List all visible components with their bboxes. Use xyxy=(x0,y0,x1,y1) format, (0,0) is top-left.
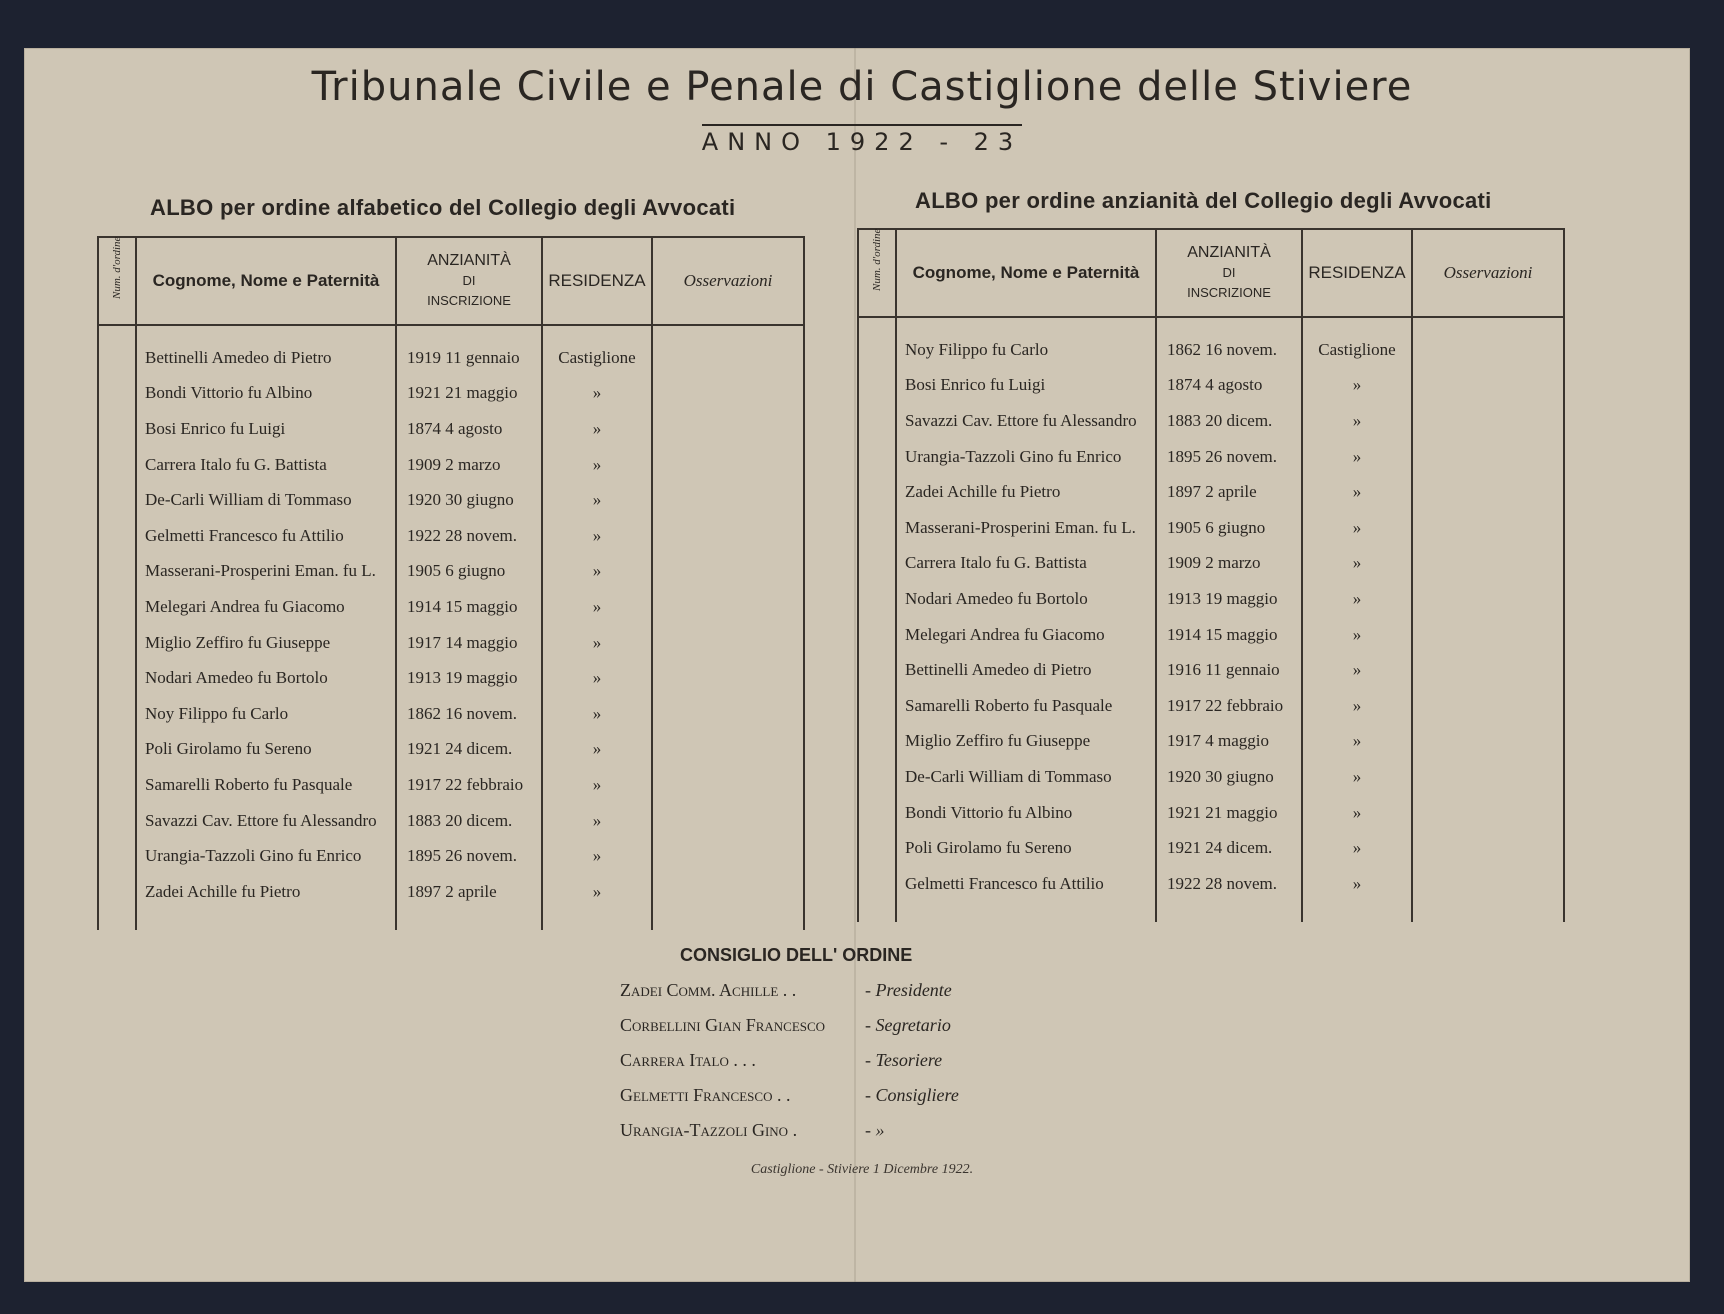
seniority-cell: 1920 30 giugno xyxy=(396,482,542,518)
table-header-row xyxy=(98,237,804,325)
spacer-cell xyxy=(396,910,542,930)
notes-cell xyxy=(652,325,804,376)
name-cell: Urangia-Tazzoli Gino fu Enrico xyxy=(896,439,1156,475)
name-cell: Samarelli Roberto fu Pasquale xyxy=(136,767,396,803)
seniority-register-title: ALBO per ordine anzianità del Collegio degli Avvocati xyxy=(915,188,1492,213)
table-row xyxy=(858,546,1564,582)
notes-cell xyxy=(652,482,804,518)
order-number-cell xyxy=(98,838,136,874)
table-row xyxy=(98,518,804,554)
residence-cell: » xyxy=(1302,617,1412,653)
seniority-cell: 1895 26 novem. xyxy=(1156,439,1302,475)
name-cell: Nodari Amedeo fu Bortolo xyxy=(136,660,396,696)
council-member-row xyxy=(620,1050,1060,1085)
name-header: Cognome, Nome e Paternità xyxy=(896,229,1156,317)
seniority-cell: 1874 4 agosto xyxy=(1156,368,1302,404)
table-row xyxy=(858,368,1564,404)
seniority-cell: 1921 24 dicem. xyxy=(1156,830,1302,866)
name-cell: Carrera Italo fu G. Battista xyxy=(136,447,396,483)
table-row xyxy=(858,652,1564,688)
name-cell: Melegari Andrea fu Giacomo xyxy=(896,617,1156,653)
alphabetic-register-title: ALBO per ordine alfabetico del Collegio degli Avvocati xyxy=(150,195,736,220)
footnote: Castiglione - Stiviere 1 Dicembre 1922. xyxy=(750,1162,974,1177)
residence-cell: » xyxy=(542,660,652,696)
notes-cell xyxy=(1412,617,1564,653)
notes-cell xyxy=(652,518,804,554)
notes-cell xyxy=(1412,403,1564,439)
seniority-register-table xyxy=(857,228,1565,922)
seniority-cell: 1920 30 giugno xyxy=(1156,759,1302,795)
name-cell: Miglio Zeffiro fu Giuseppe xyxy=(896,724,1156,760)
seniority-cell: 1916 11 gennaio xyxy=(1156,652,1302,688)
seniority-cell: 1874 4 agosto xyxy=(396,411,542,447)
spacer-cell xyxy=(858,902,896,922)
council-member-row xyxy=(620,1085,1060,1120)
council-member-row xyxy=(620,1120,1060,1155)
name-cell: Nodari Amedeo fu Bortolo xyxy=(896,581,1156,617)
order-number-cell xyxy=(858,830,896,866)
notes-cell xyxy=(652,803,804,839)
notes-cell xyxy=(1412,652,1564,688)
seniority-cell: 1917 14 maggio xyxy=(396,625,542,661)
seniority-cell: 1921 21 maggio xyxy=(1156,795,1302,831)
council-member-name: Zadei Comm. Achille . . xyxy=(620,980,797,1000)
seniority-cell: 1919 11 gennaio xyxy=(396,325,542,376)
order-number-cell xyxy=(858,724,896,760)
name-cell: De-Carli William di Tommaso xyxy=(896,759,1156,795)
seniority-cell: 1905 6 giugno xyxy=(396,554,542,590)
seniority-cell: 1913 19 maggio xyxy=(1156,581,1302,617)
residence-cell: » xyxy=(542,518,652,554)
order-number-cell xyxy=(858,652,896,688)
seniority-cell: 1862 16 novem. xyxy=(1156,317,1302,368)
council-member-role: - Tesoriere xyxy=(865,1050,943,1070)
seniority-cell: 1883 20 dicem. xyxy=(1156,403,1302,439)
seniority-cell: 1921 21 maggio xyxy=(396,376,542,412)
seniority-cell: 1921 24 dicem. xyxy=(396,732,542,768)
residence-cell: » xyxy=(1302,866,1412,902)
residence-cell: Castiglione xyxy=(1302,317,1412,368)
residence-cell: » xyxy=(1302,830,1412,866)
order-number-cell xyxy=(858,403,896,439)
table-row xyxy=(98,803,804,839)
spacer-cell xyxy=(1302,902,1412,922)
residence-cell: » xyxy=(542,874,652,910)
seniority-cell: 1905 6 giugno xyxy=(1156,510,1302,546)
notes-cell xyxy=(1412,581,1564,617)
table-spacer-row xyxy=(98,910,804,930)
council-member-role: - Presidente xyxy=(865,980,952,1000)
table-row xyxy=(98,376,804,412)
order-number-cell xyxy=(858,368,896,404)
notes-cell xyxy=(652,767,804,803)
notes-cell xyxy=(1412,510,1564,546)
seniority-cell: 1917 4 maggio xyxy=(1156,724,1302,760)
table-row xyxy=(858,830,1564,866)
name-cell: Carrera Italo fu G. Battista xyxy=(896,546,1156,582)
council-section xyxy=(620,945,1060,1155)
notes-cell xyxy=(652,589,804,625)
order-number-cell xyxy=(98,660,136,696)
table-row xyxy=(858,688,1564,724)
residence-cell: » xyxy=(1302,403,1412,439)
notes-cell xyxy=(652,376,804,412)
table-row xyxy=(98,732,804,768)
name-cell: Noy Filippo fu Carlo xyxy=(136,696,396,732)
council-member-name: Corbellini Gian Francesco xyxy=(620,1015,826,1035)
document-year: ANNO 1922 - 23 xyxy=(0,128,1724,156)
table-row xyxy=(98,696,804,732)
residence-header: RESIDENZA xyxy=(1302,229,1412,317)
name-cell: Bettinelli Amedeo di Pietro xyxy=(136,325,396,376)
order-number-cell xyxy=(858,439,896,475)
table-row xyxy=(98,447,804,483)
seniority-cell: 1895 26 novem. xyxy=(396,838,542,874)
notes-cell xyxy=(1412,368,1564,404)
table-row xyxy=(858,724,1564,760)
order-number-cell xyxy=(98,732,136,768)
order-number-cell xyxy=(98,447,136,483)
table-row xyxy=(98,625,804,661)
table-spacer-row xyxy=(858,902,1564,922)
name-cell: Noy Filippo fu Carlo xyxy=(896,317,1156,368)
name-cell: Miglio Zeffiro fu Giuseppe xyxy=(136,625,396,661)
name-cell: Bondi Vittorio fu Albino xyxy=(136,376,396,412)
table-row xyxy=(858,439,1564,475)
residence-cell: » xyxy=(542,732,652,768)
table-row xyxy=(98,411,804,447)
seniority-cell: 1909 2 marzo xyxy=(1156,546,1302,582)
name-cell: Gelmetti Francesco fu Attilio xyxy=(896,866,1156,902)
table-row xyxy=(98,554,804,590)
table-row xyxy=(858,474,1564,510)
notes-cell xyxy=(1412,688,1564,724)
notes-cell xyxy=(1412,830,1564,866)
spacer-cell xyxy=(1156,902,1302,922)
name-cell: Bosi Enrico fu Luigi xyxy=(136,411,396,447)
name-cell: Zadei Achille fu Pietro xyxy=(896,474,1156,510)
name-cell: Gelmetti Francesco fu Attilio xyxy=(136,518,396,554)
seniority-cell: 1917 22 febbraio xyxy=(1156,688,1302,724)
residence-cell: » xyxy=(542,447,652,483)
name-cell: De-Carli William di Tommaso xyxy=(136,482,396,518)
order-number-cell xyxy=(98,696,136,732)
name-cell: Bondi Vittorio fu Albino xyxy=(896,795,1156,831)
residence-cell: » xyxy=(542,838,652,874)
order-number-header: Num. d'ordine xyxy=(98,237,136,325)
order-number-cell xyxy=(98,482,136,518)
order-number-cell xyxy=(98,874,136,910)
spacer-cell xyxy=(1412,902,1564,922)
seniority-cell: 1914 15 maggio xyxy=(1156,617,1302,653)
name-header: Cognome, Nome e Paternità xyxy=(136,237,396,325)
table-row xyxy=(858,403,1564,439)
council-member-role: - Consigliere xyxy=(865,1085,959,1105)
order-number-cell xyxy=(98,325,136,376)
council-member-name: Urangia-Tazzoli Gino . xyxy=(620,1120,798,1140)
residence-cell: » xyxy=(1302,368,1412,404)
notes-header: Osservazioni xyxy=(652,237,804,325)
residence-cell: » xyxy=(1302,510,1412,546)
name-cell: Savazzi Cav. Ettore fu Alessandro xyxy=(896,403,1156,439)
council-member-row xyxy=(620,1015,1060,1050)
order-number-cell xyxy=(858,688,896,724)
seniority-cell: 1914 15 maggio xyxy=(396,589,542,625)
notes-cell xyxy=(1412,439,1564,475)
order-number-cell xyxy=(858,759,896,795)
residence-header: RESIDENZA xyxy=(542,237,652,325)
residence-cell: » xyxy=(542,696,652,732)
order-number-cell xyxy=(98,518,136,554)
seniority-cell: 1909 2 marzo xyxy=(396,447,542,483)
residence-cell: » xyxy=(1302,724,1412,760)
table-row xyxy=(858,581,1564,617)
seniority-cell: 1913 19 maggio xyxy=(396,660,542,696)
order-number-cell xyxy=(858,474,896,510)
residence-cell: » xyxy=(1302,439,1412,475)
council-member-role: - » xyxy=(865,1120,885,1140)
order-number-cell xyxy=(858,581,896,617)
notes-cell xyxy=(652,838,804,874)
table-row xyxy=(98,767,804,803)
order-number-header: Num. d'ordine xyxy=(858,229,896,317)
residence-cell: » xyxy=(542,589,652,625)
table-row xyxy=(858,617,1564,653)
name-cell: Bosi Enrico fu Luigi xyxy=(896,368,1156,404)
order-number-cell xyxy=(98,803,136,839)
name-cell: Urangia-Tazzoli Gino fu Enrico xyxy=(136,838,396,874)
name-cell: Poli Girolamo fu Sereno xyxy=(896,830,1156,866)
table-row xyxy=(858,317,1564,368)
order-number-cell xyxy=(858,617,896,653)
residence-cell: » xyxy=(542,411,652,447)
table-row xyxy=(98,838,804,874)
table-row xyxy=(98,874,804,910)
seniority-cell: 1883 20 dicem. xyxy=(396,803,542,839)
notes-cell xyxy=(1412,546,1564,582)
notes-cell xyxy=(652,625,804,661)
seniority-cell: 1897 2 aprile xyxy=(396,874,542,910)
name-cell: Savazzi Cav. Ettore fu Alessandro xyxy=(136,803,396,839)
residence-cell: » xyxy=(1302,546,1412,582)
seniority-cell: 1862 16 novem. xyxy=(396,696,542,732)
residence-cell: » xyxy=(542,767,652,803)
order-number-cell xyxy=(98,554,136,590)
notes-cell xyxy=(1412,317,1564,368)
notes-cell xyxy=(1412,759,1564,795)
name-cell: Masserani-Prosperini Eman. fu L. xyxy=(896,510,1156,546)
order-number-cell xyxy=(858,510,896,546)
spacer-cell xyxy=(542,910,652,930)
order-number-cell xyxy=(858,546,896,582)
notes-cell xyxy=(1412,866,1564,902)
notes-cell xyxy=(652,411,804,447)
residence-cell: » xyxy=(1302,795,1412,831)
document-title: Tribunale Civile e Penale di Castiglione delle Stiviere xyxy=(311,64,1413,110)
table-row xyxy=(858,510,1564,546)
table-row xyxy=(98,589,804,625)
council-member-name: Gelmetti Francesco . . xyxy=(620,1085,791,1105)
notes-cell xyxy=(652,732,804,768)
residence-cell: » xyxy=(1302,652,1412,688)
residence-cell: » xyxy=(542,554,652,590)
table-row xyxy=(858,795,1564,831)
residence-cell: » xyxy=(1302,759,1412,795)
order-number-cell xyxy=(98,625,136,661)
seniority-header: ANZIANITÀ DI INSCRIZIONE xyxy=(396,237,542,325)
table-header-row xyxy=(858,229,1564,317)
notes-header: Osservazioni xyxy=(1412,229,1564,317)
residence-cell: » xyxy=(1302,474,1412,510)
order-number-cell xyxy=(858,317,896,368)
table-row xyxy=(98,482,804,518)
spacer-cell xyxy=(98,910,136,930)
spacer-cell xyxy=(136,910,396,930)
name-cell: Samarelli Roberto fu Pasquale xyxy=(896,688,1156,724)
notes-cell xyxy=(652,554,804,590)
seniority-cell: 1922 28 novem. xyxy=(396,518,542,554)
table-row xyxy=(858,866,1564,902)
council-member-name: Carrera Italo . . . xyxy=(620,1050,756,1070)
order-number-cell xyxy=(98,376,136,412)
table-row xyxy=(98,660,804,696)
order-number-cell xyxy=(98,411,136,447)
order-number-cell xyxy=(98,767,136,803)
name-cell: Bettinelli Amedeo di Pietro xyxy=(896,652,1156,688)
seniority-cell: 1897 2 aprile xyxy=(1156,474,1302,510)
notes-cell xyxy=(652,696,804,732)
order-number-cell xyxy=(98,589,136,625)
order-number-cell xyxy=(858,795,896,831)
spacer-cell xyxy=(652,910,804,930)
seniority-cell: 1917 22 febbraio xyxy=(396,767,542,803)
residence-cell: Castiglione xyxy=(542,325,652,376)
table-row xyxy=(98,325,804,376)
residence-cell: » xyxy=(542,482,652,518)
residence-cell: » xyxy=(542,376,652,412)
residence-cell: » xyxy=(542,803,652,839)
residence-cell: » xyxy=(1302,581,1412,617)
notes-cell xyxy=(1412,474,1564,510)
name-cell: Zadei Achille fu Pietro xyxy=(136,874,396,910)
alphabetic-register-table xyxy=(97,236,805,930)
council-title: CONSIGLIO DELL' ORDINE xyxy=(680,945,913,965)
council-member-role: - Segretario xyxy=(865,1015,951,1035)
order-number-cell xyxy=(858,866,896,902)
residence-cell: » xyxy=(1302,688,1412,724)
council-member-row xyxy=(620,980,1060,1015)
name-cell: Poli Girolamo fu Sereno xyxy=(136,732,396,768)
spacer-cell xyxy=(896,902,1156,922)
notes-cell xyxy=(1412,724,1564,760)
seniority-header: ANZIANITÀ DI INSCRIZIONE xyxy=(1156,229,1302,317)
notes-cell xyxy=(652,660,804,696)
residence-cell: » xyxy=(542,625,652,661)
notes-cell xyxy=(652,447,804,483)
table-row xyxy=(858,759,1564,795)
notes-cell xyxy=(652,874,804,910)
name-cell: Melegari Andrea fu Giacomo xyxy=(136,589,396,625)
notes-cell xyxy=(1412,795,1564,831)
name-cell: Masserani-Prosperini Eman. fu L. xyxy=(136,554,396,590)
seniority-cell: 1922 28 novem. xyxy=(1156,866,1302,902)
